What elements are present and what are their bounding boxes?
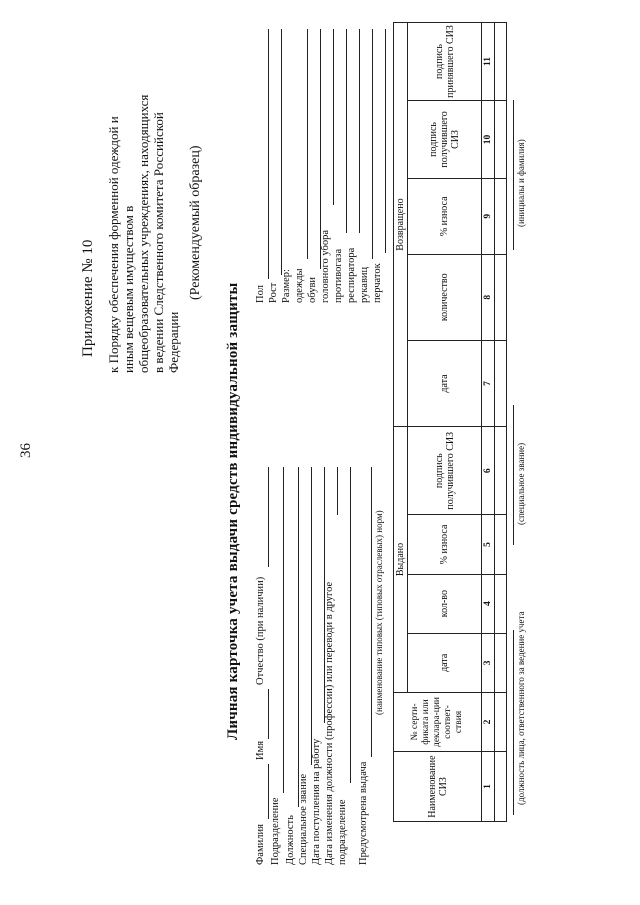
column-number: 4 [482, 574, 495, 633]
col-header-signature-received: подпись получившего СИЗ [408, 427, 482, 515]
col-header-certificate: № серти-фиката или деклара-ции соответ-ствия [394, 692, 482, 751]
col-header-qty: кол-во [408, 574, 482, 633]
empty-cell [495, 752, 507, 822]
position-caption: (должность лица, ответственного за ведение учета [516, 611, 526, 805]
headwear-label: головного убора [320, 229, 331, 303]
provided-issue-label: Предусмотрена выдача [358, 761, 369, 865]
special-rank-label: Специальное звание [298, 773, 309, 865]
empty-cell [495, 427, 507, 515]
column-number: 6 [482, 427, 495, 515]
reference-line: Федерации [166, 311, 181, 373]
respirator-label: респиратора [346, 247, 357, 303]
hire-date-label: Дата поступления на работу [311, 738, 322, 865]
norms-caption: (наименование типовых (типовых отраслевых) норм) [374, 510, 384, 715]
col-header-return-signature-received: подпись получившего СИЗ [408, 101, 482, 179]
empty-cell [495, 692, 507, 751]
empty-cell [495, 178, 507, 254]
name-label: Имя [255, 740, 266, 760]
empty-cell [495, 101, 507, 179]
column-number: 5 [482, 515, 495, 574]
empty-cell [495, 340, 507, 426]
column-number: 10 [482, 101, 495, 179]
empty-cell [495, 633, 507, 692]
col-header-date: дата [408, 633, 482, 692]
rank-caption: (специальное звание) [516, 442, 526, 525]
column-number: 8 [482, 254, 495, 340]
gloves-label: перчаток [372, 263, 383, 303]
department-label: Подразделение [270, 797, 281, 865]
reference-line: в ведении Следственного комитета Российской [151, 112, 166, 373]
group-issued: Выдано [394, 427, 408, 693]
empty-cell [495, 23, 507, 101]
page-number: 36 [18, 443, 34, 458]
empty-cell [495, 254, 507, 340]
shoes-label: обуви [307, 276, 318, 303]
column-number: 11 [482, 23, 495, 101]
gender-label: Пол [255, 285, 266, 303]
col-header-return-wear: % износа [408, 178, 482, 254]
col-header-return-date: дата [408, 340, 482, 426]
reference-line: общеобразовательных учреждениях, находящихся [136, 94, 151, 373]
empty-cell [495, 574, 507, 633]
patronymic-label: Отчество (при наличии) [255, 576, 266, 685]
reference-line: к Порядку обеспечения форменной одеждой и [106, 116, 121, 373]
sample-note: (Рекомендуемый образец) [188, 145, 203, 300]
appendix-title: Приложение № 10 [80, 239, 96, 357]
column-number: 7 [482, 340, 495, 426]
gas-mask-label: противогаза [333, 248, 344, 303]
col-header-return-signature-accepted: подпись принявшего СИЗ [408, 23, 482, 101]
column-number: 2 [482, 692, 495, 751]
empty-cell [495, 515, 507, 574]
card-title: Личная карточка учета выдачи средств индивидуальной защиты [225, 282, 241, 740]
department-2-label: подразделение [337, 799, 348, 865]
surname-label: Фамилия [255, 824, 266, 865]
col-header-name: Наименование СИЗ [394, 752, 482, 822]
column-number: 1 [482, 752, 495, 822]
position-label: Должность [285, 815, 296, 865]
column-number: 3 [482, 633, 495, 692]
appendix-reference [106, 95, 181, 373]
clothing-label: одежды [294, 268, 305, 303]
position-change-label: Дата изменения должности (профессии) или переводи в другое [324, 581, 335, 865]
name-caption: (инициалы и фамилия) [516, 139, 526, 227]
column-number: 9 [482, 178, 495, 254]
col-header-wear: % износа [408, 515, 482, 574]
height-label: Рост [268, 282, 279, 303]
reference-line: иным вещевым имуществом в [121, 205, 136, 373]
group-returned: Возвращено [394, 23, 408, 427]
size-label: Размер: [281, 269, 292, 303]
col-header-return-qty: количество [408, 254, 482, 340]
issue-table [393, 22, 507, 822]
mittens-label: рукавиц [359, 266, 370, 303]
